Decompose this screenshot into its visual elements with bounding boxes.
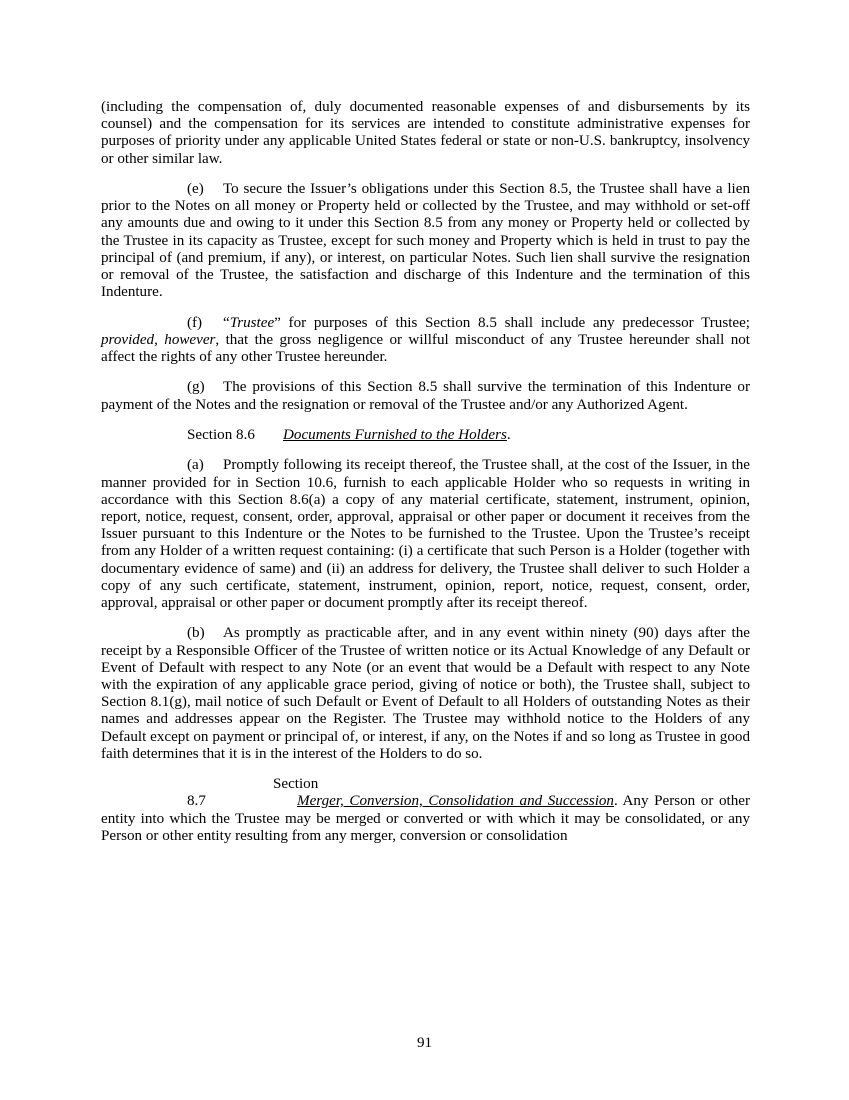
paragraph-8-6-b: [101, 625, 750, 763]
paragraph-text: ” for purposes of this Section 8.5 shall include any predecessor Trustee;: [274, 314, 750, 331]
however-word: however: [164, 331, 216, 348]
paragraph-label: (f): [187, 314, 203, 331]
comma: ,: [154, 331, 165, 348]
paragraph-text: As promptly as practicable after, and in any event within ninety (90) days after the receipt by a Responsible Officer of the Trustee of written notice or its Actual Knowledge of any Default or Event of Default with respect to any Note (or an event that would be a Default with respect to any Note with the expiration of any applicable grace period, giving of notice or both), the Trustee shall, subject to Section 8.1(g), mail notice of such Default or Event of Default to all Holders of outstanding Notes as their names and addresses appear on the Register. The Trustee may withhold notice to the Holders of any Default except on payment or principal of, or interest, if any, on the Notes if and so long as Trustee in good faith determines that it is in the interest of the Holders to do so.: [101, 625, 750, 762]
paragraph-continuation: (including the compensation of, duly documented reasonable expenses of and disbursements by its counsel) and the compensation for its services are intended to constitute administrative expenses for purposes of priority under any applicable United States federal or state or non-U.S. bankruptcy, insolvency or other similar law.: [101, 99, 750, 167]
paragraph-label: (e): [187, 181, 204, 197]
page-body: [101, 99, 750, 858]
paragraph-8-5-g: [101, 379, 750, 413]
section-number: Section 8.6: [187, 427, 255, 443]
defined-term: Trustee: [229, 314, 275, 331]
section-8-7-paragraph: [101, 776, 750, 845]
section-period: .: [506, 427, 511, 443]
paragraph-text: To secure the Issuer’s obligations under this Section 8.5, the Trustee shall have a lien prior to the Notes on all money or Property held or collected by the Trustee, and may withhold or set-off any amounts due and owing to it under this Section 8.5 from any money or Property held or collected by the Trustee in its capacity as Trustee, except for such money and Property which is held in trust to pay the principal of (and premium, if any), or interest, on particular Notes. Such lien shall survive the resignation or removal of the Trustee, the satisfaction and discharge of this Indenture and the termination of this Indenture.: [101, 181, 750, 301]
paragraph-text: . Any Person or other entity into which the Trustee may be merged or converted or with which it may be consolidated, or any Person or other entity resulting from any merger, conversion or consolidation: [101, 793, 750, 844]
paragraph-text: The provisions of this Section 8.5 shall survive the termination of this Indenture or payment of the Notes and the resignation or removal of the Trustee and/or any Authorized Agent.: [101, 379, 750, 413]
section-title: Documents Furnished to the Holders: [283, 427, 507, 443]
paragraph-label: (b): [187, 625, 205, 642]
paragraph-label: (g): [187, 379, 205, 396]
section-number: Section 8.7: [187, 776, 319, 810]
paragraph-label: (a): [187, 457, 204, 474]
paragraph-text: Promptly following its receipt thereof, the Trustee shall, at the cost of the Issuer, in the manner provided for in Section 10.6, furnish to each applicable Holder who so requests in writing in accordance with this Section 8.6(a) a copy of any material certificate, statement, instrument, opinion, report, notice, request, consent, order, approval, appraisal or other paper or document it receives from the Issuer pursuant to this Indenture or the Notes to be furnished to the Trustee. Upon the Trustee’s receipt from any Holder of a written request containing: (i) a certificate that such Person is a Holder (together with documentary evidence of same) and (ii) an address for delivery, the Trustee shall deliver to such Holder a copy of any such certificate, statement, instrument, opinion, report, notice, request, consent, order, approval, appraisal or other paper or document promptly after its receipt thereof.: [101, 457, 750, 612]
provided-word: provided: [101, 331, 155, 348]
quote-open: “: [223, 314, 230, 331]
section-8-6-heading: [101, 427, 750, 444]
section-title: Merger, Conversion, Consolidation and Succession: [297, 793, 614, 810]
paragraph-8-6-a: [101, 457, 750, 612]
paragraph-8-5-f: [101, 315, 750, 367]
paragraph-text-2: , that the gross negligence or willful misconduct of any Trustee hereunder shall not affect the rights of any other Trustee hereunder.: [101, 331, 750, 366]
page-number: 91: [416, 1035, 433, 1051]
paragraph-8-5-e: [101, 181, 750, 301]
